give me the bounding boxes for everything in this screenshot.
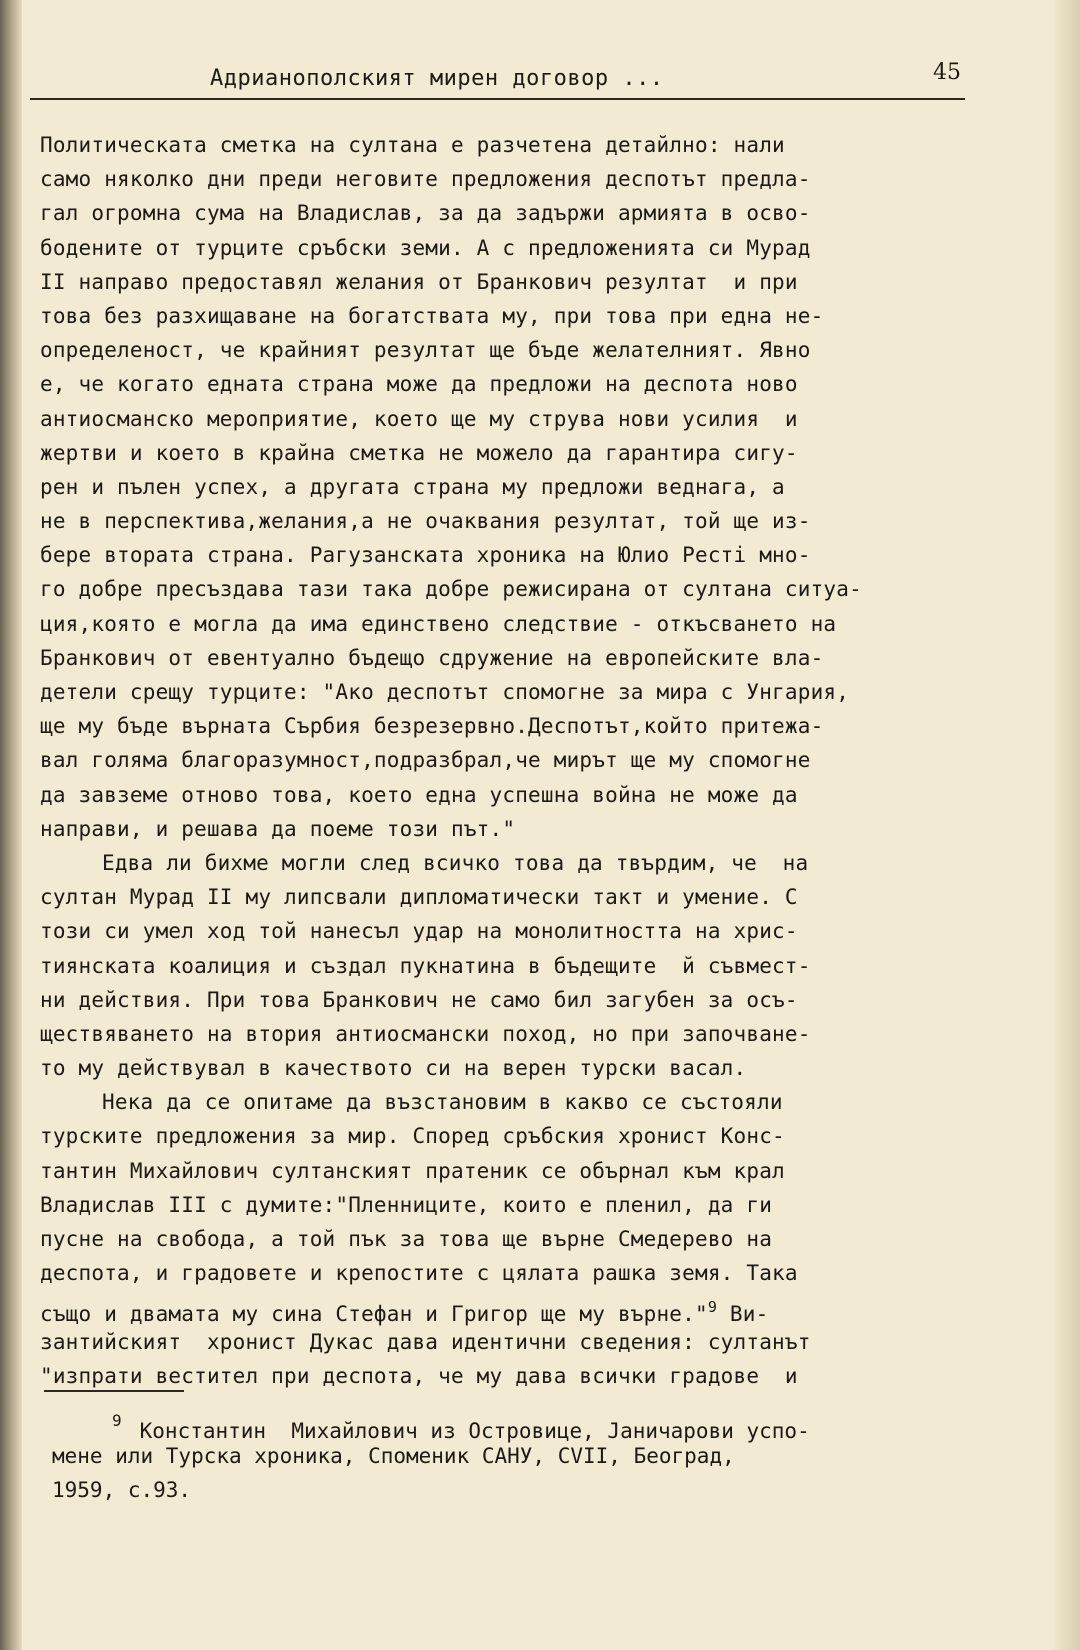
text-line: то му действувал в качеството си на верен турски васал. <box>40 1056 747 1081</box>
footnote-number: 9 <box>112 1411 122 1430</box>
text-line: само няколко дни преди неговите предложения деспотът предла- <box>40 167 811 192</box>
body-text <box>40 128 970 1393</box>
text-line: султан Мурад II му липсвали дипломатически такт и умение. С <box>40 885 798 910</box>
footnote <box>52 1404 972 1508</box>
page-gutter-shadow <box>0 0 22 1650</box>
text-line: Владислав III с думите:"Пленниците, които е пленил, да ги <box>40 1192 773 1217</box>
text-line: Нека да се опитаме да възстановим в какво се състояли <box>102 1090 783 1115</box>
footnote-line: мене или Турска хроника, Споменик САНУ, CVII, Београд, <box>52 1443 735 1468</box>
footnote-reference[interactable]: 9 <box>707 1298 718 1317</box>
text-line: определеност, че крайният резултат ще бъде желателният. Явно <box>40 338 811 363</box>
text-line: да завземе отново това, което една успешна война не може да <box>40 782 798 807</box>
text-line: не в перспектива,желания,а не очаквания резултат, той ще из- <box>40 509 811 534</box>
page-number: 45 <box>933 60 961 85</box>
text-line: бодените от турците сръбски земи. А с предложенията си Мурад <box>40 235 811 260</box>
text-line: гал огромна сума на Владислав, за да задържи армията в осво- <box>40 201 811 226</box>
footnote-line: 1959, с.93. <box>52 1478 192 1502</box>
text-line: II направо предоставял желания от Бранкович резултат и при <box>40 269 798 294</box>
text-line: този си умел ход той нанесъл удар на монолитността на хрис- <box>40 919 798 944</box>
text-line: Едва ли бихме могли след всичко това да твърдим, че на <box>102 850 809 875</box>
footnote-line <box>52 1404 972 1443</box>
text-line: ществяването на втория антиосмански поход, но при започване- <box>40 1021 811 1046</box>
text-line: ще му бъде върната Сърбия безрезервно.Деспотът,който притежа- <box>40 714 824 739</box>
text-line: пусне на свобода, а той пък за това ще върне Смедерево на <box>40 1227 773 1251</box>
text-line: ция,която е могла да има единствено следствие - откъсването на <box>40 611 837 636</box>
footnote-text: Константин Михайлович из Островице, Јаничарови успо- <box>139 1419 810 1443</box>
text-line: направи, и решава да поеме този път." <box>40 816 516 841</box>
text-line: турските предложения за мир. Според сръбския хронист Конс- <box>40 1124 785 1149</box>
running-head <box>30 60 965 100</box>
text-line <box>40 1290 970 1327</box>
text-segment: също и двамата му сина Стефан и Григор ще му върне." <box>40 1302 708 1327</box>
text-line: "изпрати вестител при деспота, че му дава всички градове и <box>40 1363 798 1388</box>
text-line: тиянската коалиция и създал пукнатина в бъдещите й съвмест- <box>40 953 811 978</box>
text-line: е, че когато едната страна може да предложи на деспота ново <box>40 372 798 397</box>
text-line: деспота, и градовете и крепостите с цялата рашка земя. Така <box>40 1261 798 1286</box>
running-title: Адрианополският мирен договор ... <box>210 66 664 91</box>
text-line: бере втората страна. Рагузанската хроника на Юлио Ресті мно- <box>40 543 811 568</box>
text-line: това без разхищаване на богатствата му, при това при една не- <box>40 303 824 328</box>
text-line: Политическата сметка на султана е разчетена детайлно: нали <box>40 133 785 157</box>
text-line: го добре пресъздава тази така добре режисирана от султана ситуа- <box>40 577 862 602</box>
text-line: зантийският хронист Дукас дава идентични сведения: султанът <box>40 1329 811 1354</box>
text-line: ни действия. При това Бранкович не само бил загубен за осъ- <box>40 987 798 1012</box>
text-line: Бранкович от евентуално бъдещо сдружение на европейските вла- <box>40 645 824 670</box>
text-line: жертви и което в крайна сметка не можело да гарантира сигу- <box>40 440 798 465</box>
text-line: рен и пълен успех, а другата страна му предложи веднага, а <box>40 474 785 499</box>
text-segment: Ви- <box>717 1302 769 1327</box>
footnote-separator <box>44 1390 184 1392</box>
text-line: тантин Михайлович султанският пратеник се обърнал към крал <box>40 1158 785 1183</box>
text-line: вал голяма благоразумност,подразбрал,че мирът ще му спомогне <box>40 748 811 773</box>
text-line: детели срещу турците: "Ако деспотът спомогне за мира с Унгария, <box>40 680 850 704</box>
text-line: антиосманско мероприятие, което ще му струва нови усилия и <box>40 406 798 431</box>
page-edge <box>1054 0 1080 1650</box>
